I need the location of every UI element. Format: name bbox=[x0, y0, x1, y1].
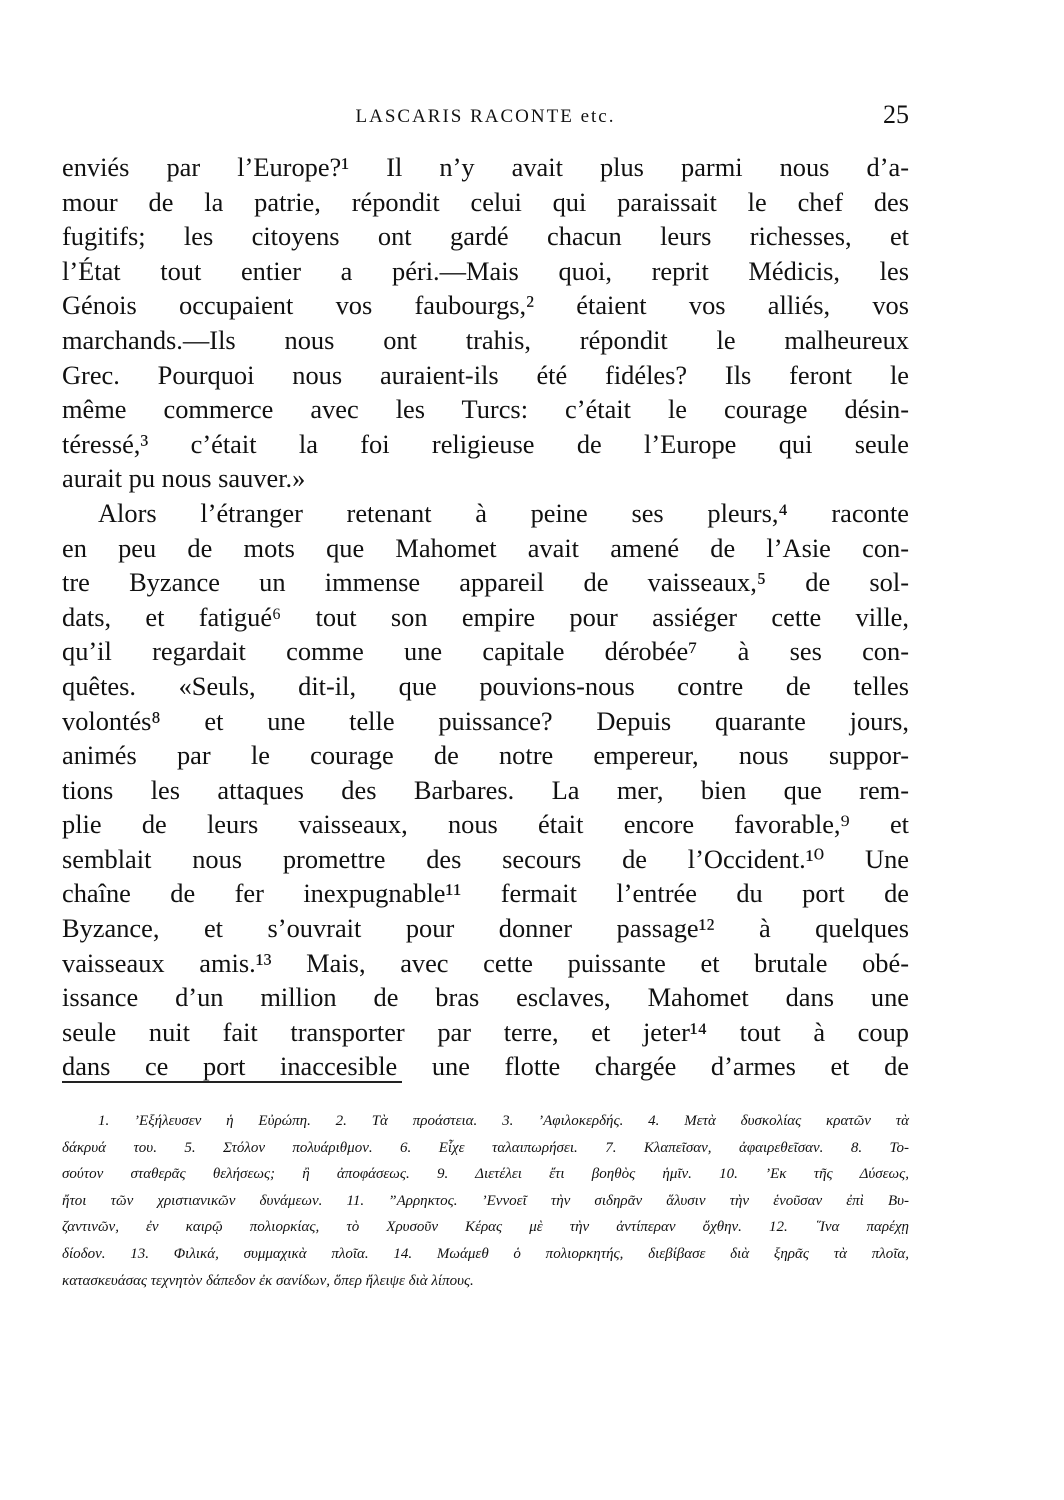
footnote-line: ἤτοι τῶν χριστιανικῶν δυνάμεων. 11. ”Αρρηκτος. ’Εννοεῖ τὴν σιδηρᾶν ἅλυσιν τὴν ἑνοῦσαν ἐπὶ Βυ- bbox=[62, 1192, 909, 1209]
page-number: 25 bbox=[883, 100, 909, 129]
text-line: plie de leurs vaisseaux, nous était encore favorable,⁹ et bbox=[62, 809, 909, 840]
text-line: animés par le courage de notre empereur, nous suppor- bbox=[62, 740, 909, 771]
text-line: fugitifs; les citoyens ont gardé chacun leurs richesses, et bbox=[62, 221, 909, 252]
body-text bbox=[62, 150, 909, 1084]
footnote-line: σούτον σταθερᾶς θελήσεως; ἢ ἀποφάσεως. 9. Διετέλει ἔτι βοηθὸς ἡμῖν. 10. ’Εκ τῆς Δύσεως, bbox=[62, 1166, 909, 1183]
text-line: marchands.—Ils nous ont trahis, répondit le malheureux bbox=[62, 324, 909, 355]
running-head: LASCARIS RACONTE etc. bbox=[355, 106, 616, 127]
footnote-line: ζαντινῶν, ἐν καιρῷ πολιορκίας, τὸ Χρυσοῦν Κέρας μὲ τὴν ἀντίπεραν ὄχθην. 12. ῞Ινα παρέχῃ bbox=[62, 1219, 909, 1236]
text-line: dans ce port inaccesible une flotte chargée d’armes et de bbox=[62, 1051, 909, 1082]
footnote-divider bbox=[62, 1081, 402, 1083]
text-line: chaîne de fer inexpugnable¹¹ fermait l’entrée du port de bbox=[62, 878, 909, 909]
text-line: dats, et fatigué⁶ tout son empire pour assiéger cette ville, bbox=[62, 601, 909, 632]
text-line: mour de la patrie, répondit celui qui paraissait le chef des bbox=[62, 186, 909, 217]
text-line: Génois occupaient vos faubourgs,² étaient vos alliés, vos bbox=[62, 290, 909, 321]
footnote-line: δίοδον. 13. Φιλικά, συμμαχικὰ πλοῖα. 14. Μωάμεθ ὁ πολιορκητής, διεβίβασε διὰ ξηρᾶς τὰ πλοῖα, bbox=[62, 1245, 909, 1262]
text-line: semblait nous promettre des secours de l’Occident.¹⁰ Une bbox=[62, 843, 909, 874]
footnote-line: κατασκευάσας τεχνητὸν δάπεδον ἐκ σανίδων, ὅπερ ἤλειψε διὰ λίπους. bbox=[62, 1272, 474, 1289]
text-line: Byzance, et s’ouvrait pour donner passage¹² à quelques bbox=[62, 913, 909, 944]
footnotes bbox=[62, 1108, 909, 1294]
text-line: tre Byzance un immense appareil de vaisseaux,⁵ de sol- bbox=[62, 567, 909, 598]
text-line: même commerce avec les Turcs: c’était le courage désin- bbox=[62, 394, 909, 425]
text-line: volontés⁸ et une telle puissance? Depuis quarante jours, bbox=[62, 705, 909, 736]
text-line: quêtes. «Seuls, dit-il, que pouvions-nous contre de telles bbox=[62, 670, 909, 701]
text-line: aurait pu nous sauver.» bbox=[62, 463, 306, 494]
text-line: issance d’un million de bras esclaves, Mahomet dans une bbox=[62, 982, 909, 1013]
text-line: Alors l’étranger retenant à peine ses pleurs,⁴ raconte bbox=[98, 497, 909, 528]
text-line: vaisseaux amis.¹³ Mais, avec cette puissante et brutale obé- bbox=[62, 947, 909, 978]
text-line: Grec. Pourquoi nous auraient-ils été fidéles? Ils feront le bbox=[62, 359, 909, 390]
text-line: tions les attaques des Barbares. La mer, bien que rem- bbox=[62, 774, 909, 805]
page-header bbox=[62, 100, 909, 136]
text-line: seule nuit fait transporter par terre, et jeter¹⁴ tout à coup bbox=[62, 1016, 909, 1047]
footnote-line: 1. ’Εξήλευσεν ἡ Εὐρώπη. 2. Τὰ προάστεια. 3. ’Αφιλοκερδής. 4. Μετὰ δυσκολίας κρατῶν τὰ bbox=[98, 1113, 909, 1129]
text-line: l’État tout entier a péri.—Mais quoi, reprit Médicis, les bbox=[62, 255, 909, 286]
text-line: qu’il regardait comme une capitale dérobée⁷ à ses con- bbox=[62, 636, 909, 667]
footnote-line: δάκρυά του. 5. Στόλον πολυάριθμον. 6. Εἶχε ταλαιπωρήσει. 7. Κλαπεῖσαν, ἀφαιρεθεῖσαν. 8. Το- bbox=[62, 1139, 909, 1156]
text-line: en peu de mots que Mahomet avait amené de l’Asie con- bbox=[62, 532, 909, 563]
text-line: enviés par l’Europe?¹ Il n’y avait plus parmi nous d’a- bbox=[62, 152, 909, 182]
text-line: téressé,³ c’était la foi religieuse de l’Europe qui seule bbox=[62, 428, 909, 459]
